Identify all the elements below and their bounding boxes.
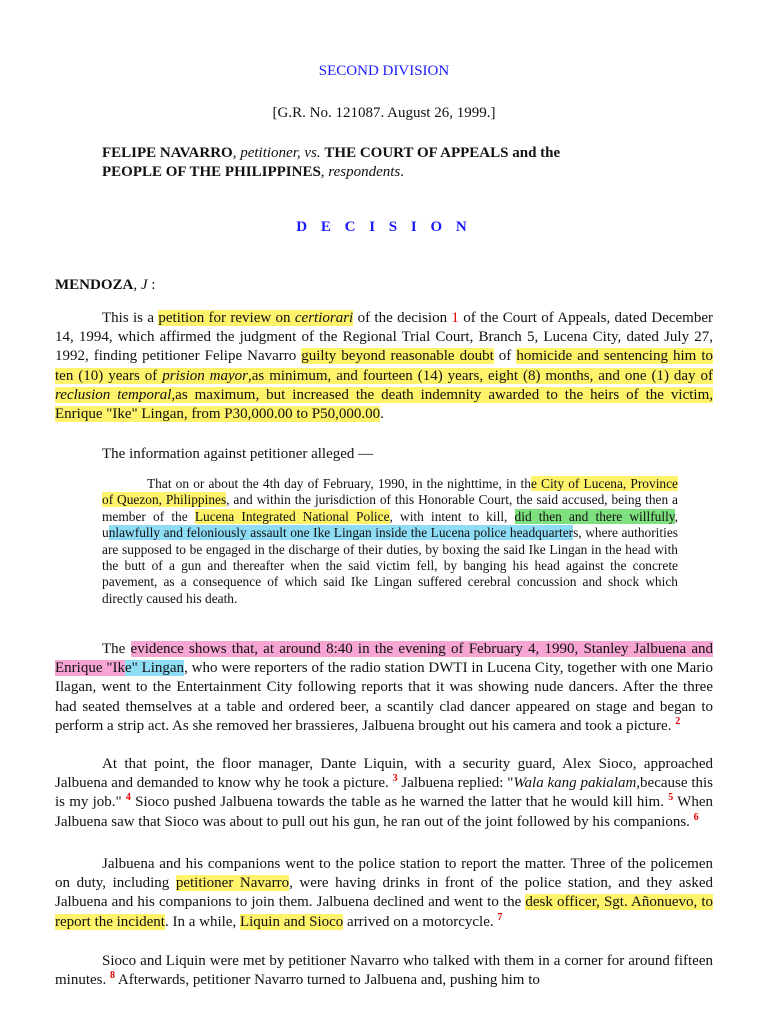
text: ,as maximum, but increased the death indemnity awarded to the heirs of the victim, Enrique "Ike" Lingan, from P30,000.00 to P50,000.00 (55, 386, 714, 423)
highlight: Lucena Integrated National Police (194, 508, 390, 524)
paragraph-6 (55, 952, 713, 990)
text: arrived on a motorcycle. (343, 913, 498, 930)
text: . In a while, (164, 913, 240, 930)
respondent-name: THE COURT OF APPEALS and the PEOPLE OF THE PHILIPPINES (102, 145, 561, 180)
highlight: e City of Lucena, Province of Quezon, Philippines (102, 476, 678, 508)
text: homicide and sentencing him to ten (10) years of (55, 348, 713, 384)
ponente: MENDOZA, J : (55, 277, 156, 293)
text: certiorari (294, 310, 354, 326)
ponente-suffix: J (140, 277, 148, 293)
text: , and within the jurisdiction of this Honorable Court, the said accused, being then a member of the (102, 492, 678, 524)
highlight: evidence shows that, at around 8:40 in the evening of February 4, 1990, Stanley Jalbuena and Enrique "Ik (55, 641, 713, 677)
text: The (102, 641, 131, 657)
case-number: [G.R. No. 121087. August 26, 1999.] (272, 105, 496, 121)
text: This is a (102, 310, 159, 326)
text: prision mayor (162, 367, 249, 384)
text: ,because this is my job." (55, 775, 713, 811)
text: Sioco pushed Jalbuena towards the table as he warned the latter that he would kill him. (130, 794, 669, 811)
text: Wala kang pakialam (513, 775, 637, 792)
paragraph-5 (55, 855, 713, 932)
text: ,as minimum, and fourteen (14) years, eight (8) months, and one (1) day of (248, 367, 713, 384)
division-heading: SECOND DIVISION (318, 63, 450, 79)
text: of (493, 348, 517, 365)
footnote-link[interactable]: 1 (451, 310, 459, 326)
ponente-name: MENDOZA (55, 277, 134, 293)
text: , were having drinks in front of the police station, and they asked Jalbuena and his companions to join them. Jalbuena declined and went to the (55, 875, 713, 911)
highlight (158, 310, 353, 326)
paragraph-3 (55, 640, 713, 736)
text: Jalbuena replied: " (397, 775, 514, 792)
text: , u (102, 508, 678, 541)
footnote-link[interactable]: 5 (668, 792, 674, 804)
highlight: did then and there willfully (514, 508, 675, 524)
text: of the Court of Appeals, dated December 14, 1994, which affirmed the judgment of the Regional Trial Court, Branch 5, Lucena City, dated July 27, 1992, finding petitioner Felipe Navarro (55, 310, 713, 365)
highlight: guilty beyond reasonable doubt (301, 348, 494, 365)
highlight: nlawfully and feloniously assault one Ike Lingan inside the Lucena police headquarter (108, 525, 574, 541)
footnote-link[interactable]: 8 (110, 970, 115, 982)
text: , with intent to kill, (389, 508, 515, 524)
footnote-link[interactable]: 6 (693, 811, 699, 823)
text: When Jalbuena saw that Sioco was about to pull out his gun, he ran out of the joint followed by his companions. (55, 794, 713, 830)
petitioner-role: petitioner, vs. (240, 145, 321, 161)
text: Sioco and Liquin were met by petitioner Navarro who talked with them in a corner for around fifteen minutes. (55, 953, 713, 989)
text: . (380, 406, 384, 423)
footnote-link[interactable]: 2 (675, 715, 681, 727)
petitioner-name: FELIPE NAVARRO (102, 145, 233, 161)
text: of the decision (353, 310, 452, 326)
footnote-link[interactable]: 4 (125, 792, 131, 804)
text: At that point, the floor manager, Dante Liquin, with a security guard, Alex Sioco, approached Jalbuena and demanded to know why he took a picture. (55, 756, 713, 792)
highlight: Liquin and Sioco (239, 913, 344, 930)
paragraph-1 (55, 309, 713, 424)
respondent-role: respondents (328, 164, 401, 180)
text: , who were reporters of the radio station DWTI in Lucena City, together with one Mario Ilagan, went to the Entertainment City following reports that it was showing nude dancers. After the three had seated themselves at a table and ordered beer, a scantily clad dancer appeared on stage and began to perform a strip act. As she removed her brassieres, Jalbuena brought out his camera and took a picture. (55, 660, 713, 734)
text: That on or about the 4th day of February, 1990, in the nighttime, in th (147, 476, 531, 491)
information-quote (102, 476, 678, 607)
decision-title: D E C I S I O N (296, 219, 472, 235)
paragraph-2: The information against petitioner alleged — (102, 446, 374, 462)
footnote-link[interactable]: 7 (497, 911, 503, 923)
highlight: petitioner Navarro (175, 875, 290, 892)
text: reclusion temporal (55, 386, 172, 403)
highlight: e" Lingan (124, 660, 185, 677)
footnote-link[interactable]: 3 (392, 773, 398, 785)
highlight: desk officer, Sgt. Añonuevo, to report the incident (55, 894, 714, 930)
text: s, where authorities are supposed to be engaged in the discharge of their duties, by boxing the said Ike Lingan in the head with the butt of a gun and thereafter when the said victim fell, by banging his head against the concrete pavement, as a consequence of which said Ike Lingan suffered cerebral concussion and shock which directly caused his death. (102, 525, 678, 606)
text: Afterwards, petitioner Navarro turned to Jalbuena and, pushing him to (115, 972, 540, 989)
text: petition for review on (158, 310, 295, 326)
text: Jalbuena and his companions went to the police station to report the matter. Three of the policemen on duty, including (55, 856, 713, 892)
case-parties: FELIPE NAVARRO, petitioner, vs. THE COURT OF APPEALS and the PEOPLE OF THE PHILIPPINES, respondents. (102, 145, 561, 180)
paragraph-4 (55, 755, 713, 832)
